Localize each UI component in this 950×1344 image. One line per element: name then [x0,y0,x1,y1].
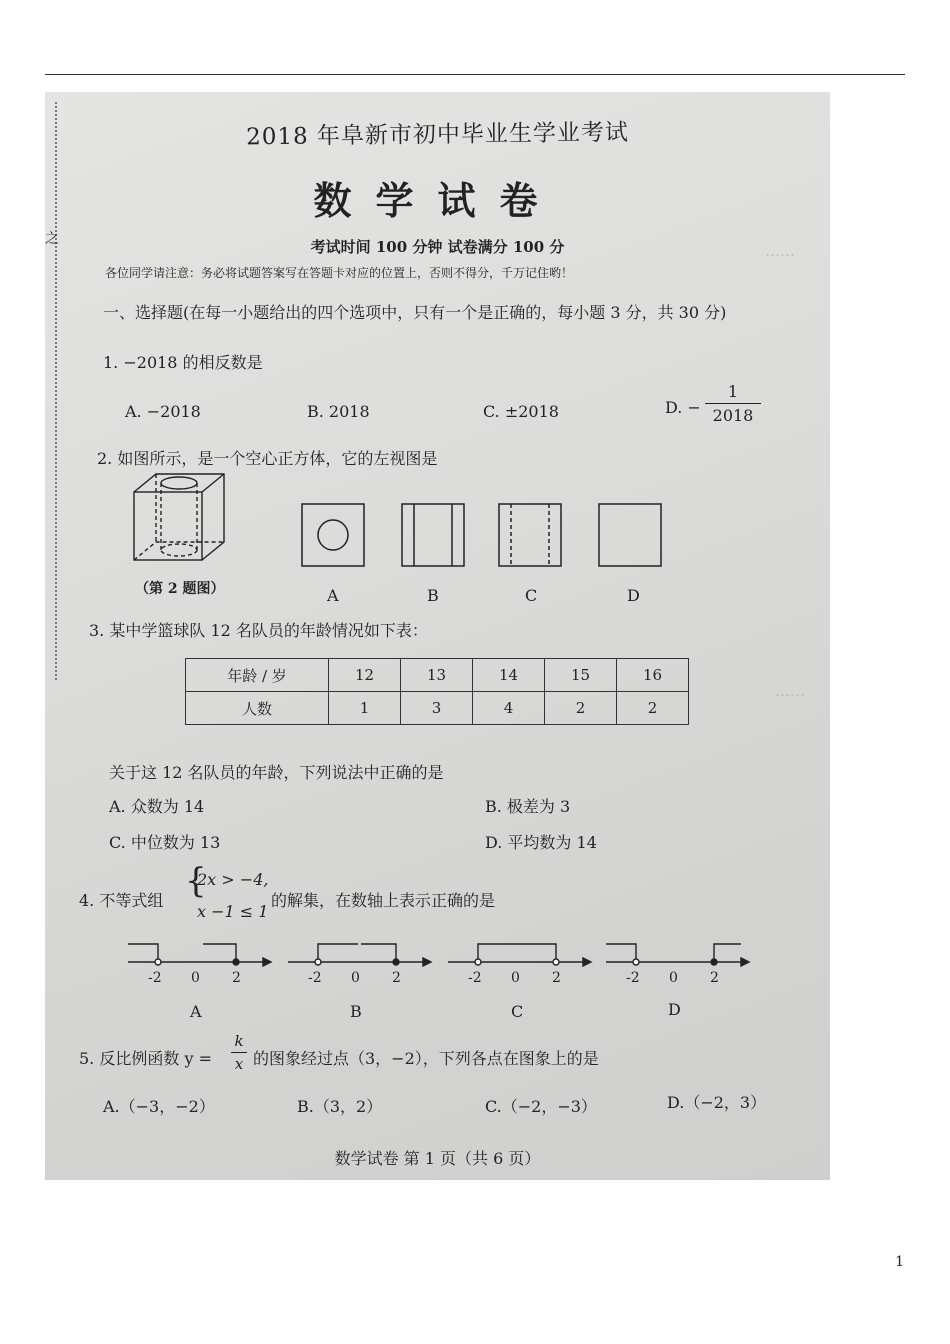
q4-number: 4. 不等式组 [79,891,164,910]
section-heading: 一、选择题(在每一小题给出的四个选项中，只有一个是正确的，每小题 3 分，共 30 分) [103,303,727,322]
table-cell: 15 [545,659,617,692]
q4-line1: 2x > −4, [197,870,269,889]
tick-label: 2 [710,970,719,986]
tick-label: 2 [232,970,241,986]
q3-option-d: D. 平均数为 14 [485,833,597,852]
brace: { [185,861,207,901]
q3-option-a: A. 众数为 14 [109,797,205,816]
view-option-c [497,502,563,568]
tick-label: 2 [392,970,401,986]
q4-label-c: C [511,1002,524,1021]
q3-stem: 3. 某中学篮球队 12 名队员的年龄情况如下表： [89,621,428,640]
fraction-denominator: 2018 [712,406,754,425]
q2-stem: 2. 如图所示，是一个空心正方体，它的左视图是 [97,449,438,468]
header-rule [45,74,905,75]
tick-label: -2 [468,970,482,986]
q2-label-b: B [427,586,439,605]
binding-char: 之 [45,231,59,247]
table-cell: 2 [545,692,617,725]
q1-d-fraction [705,382,761,425]
fraction-numerator: k [234,1032,244,1050]
q3-option-c: C. 中位数为 13 [109,833,221,852]
hollow-cube-figure [130,470,230,570]
q3-option-b: B. 极差为 3 [485,797,571,816]
ghost-text: …… [775,682,805,700]
q5-stem-post: 的图象经过点（3，−2），下列各点在图象上的是 [253,1049,599,1068]
table-header-cell: 人数 [186,692,329,725]
fraction-numerator: 1 [727,382,739,401]
q5-option-d: D.（−2，3） [667,1093,767,1112]
tick-label: -2 [308,970,322,986]
table-cell: 12 [329,659,401,692]
table-cell: 16 [617,659,689,692]
q3-question: 关于这 12 名队员的年龄，下列说法中正确的是 [109,763,444,782]
q5-option-a: A.（−3，−2） [103,1097,215,1116]
ghost-text: …… [765,242,795,260]
age-table [185,658,689,725]
page-footer: 数学试卷 第 1 页（共 6 页） [334,1149,541,1168]
tick-label: -2 [626,970,640,986]
exam-photo [45,92,830,1180]
table-cell: 1 [329,692,401,725]
table-cell: 3 [401,692,473,725]
q1-stem: 1. −2018 的相反数是 [103,353,263,372]
view-option-b [400,502,466,568]
figure-caption: （第 2 题图） [135,581,225,597]
table-cell: 14 [473,659,545,692]
fraction-denominator: x [234,1055,244,1073]
q4-label-d: D [668,1000,681,1019]
exam-subject: 数学试卷 [313,178,562,223]
view-option-d [597,502,663,568]
q2-label-a: A [327,586,339,605]
q4-label-b: B [350,1002,362,1021]
q5-option-c: C.（−2，−3） [485,1097,597,1116]
tick-label: 0 [511,970,520,986]
table-row [186,692,689,725]
tick-label: -2 [148,970,162,986]
page-number: 1 [895,1254,904,1270]
view-option-a [300,502,366,568]
q1-option-a: A. −2018 [125,402,201,421]
q1-option-b: B. 2018 [307,402,370,421]
q4-line2: x −1 ≤ 1 [197,902,269,921]
tick-label: 2 [552,970,561,986]
tick-label: 0 [191,970,200,986]
q2-label-c: C [525,586,538,605]
table-cell: 13 [401,659,473,692]
exam-meta: 考试时间 100 分钟 试卷满分 100 分 [310,238,565,256]
table-header-cell: 年龄 / 岁 [186,659,329,692]
exam-notice: 各位同学请注意：务必将试题答案写在答题卡对应的位置上，否则不得分，千万记住哟！ [105,266,574,280]
tick-label: 0 [669,970,678,986]
tick-label: 0 [351,970,360,986]
table-cell: 2 [617,692,689,725]
table-row [186,659,689,692]
q4-label-a: A [190,1002,202,1021]
q5-option-b: B.（3，2） [297,1097,383,1116]
table-cell: 4 [473,692,545,725]
q1-option-c: C. ±2018 [483,402,559,421]
q2-label-d: D [627,586,640,605]
q1-option-d: D. − [665,398,701,417]
q4-tail: 的解集，在数轴上表示正确的是 [271,891,496,910]
q5-stem-pre: 5. 反比例函数 y = [79,1049,212,1068]
q5-fraction [231,1032,247,1073]
exam-title: 2018 年阜新市初中毕业生学业考试 [245,119,630,151]
